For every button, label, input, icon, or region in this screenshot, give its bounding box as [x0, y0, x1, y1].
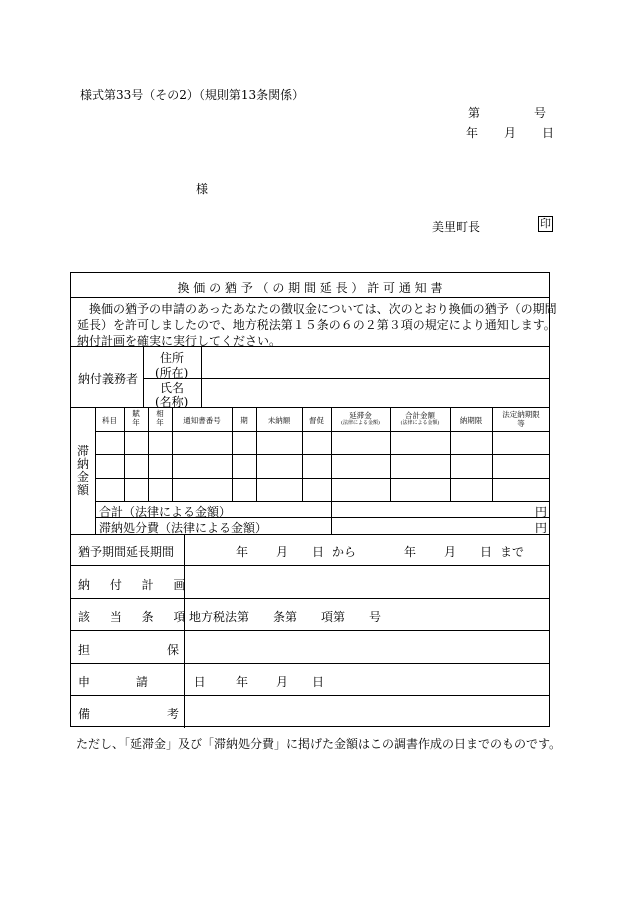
issue-date	[466, 124, 554, 141]
col-legal-deadline: 法定納期限 等	[502, 410, 540, 428]
extension-label: 猶予期間延長期間	[78, 545, 175, 559]
date-month: 月	[504, 126, 517, 140]
clause-text: 地方税法第 条第 項第 号	[189, 610, 382, 624]
address-label: 住所	[160, 351, 185, 365]
col-reminder: 督促	[309, 416, 324, 425]
ext-start-date: 年 月 日 から 年 月 日 まで	[236, 545, 525, 559]
address-label-alt: (所在)	[155, 366, 189, 380]
security-label-end: 保	[167, 643, 180, 657]
notice-form-table	[70, 272, 557, 727]
date-year: 年	[466, 126, 479, 140]
col-item: 科目	[102, 416, 117, 425]
footnote: ただし、「延滞金」及び「滞納処分費」に掲げた金額はこの調書作成の日までのものです。	[76, 737, 562, 751]
document-number	[468, 104, 546, 121]
plan-label: 納 付 計 画	[78, 578, 194, 592]
form-number: 様式第33号（その2）（規則第13条関係）	[80, 88, 305, 102]
total-unit: 円	[535, 505, 548, 519]
intro-line-3: 納付計画を確実に実行してください。	[77, 334, 282, 348]
fee-unit: 円	[535, 521, 548, 535]
date-day: 日	[542, 126, 555, 140]
arrears-side-label: 滞 納 金 額	[77, 444, 90, 497]
name-label-alt: (名称)	[155, 395, 189, 409]
intro-line-1: 換価の猶予の申請のあったあなたの徴収金については、次のとおり換価の猶予（の期間	[89, 302, 557, 316]
col-tax-year: 賦 年	[132, 409, 140, 427]
col-related-year: 相 年	[156, 409, 164, 427]
col-period: 期	[240, 416, 248, 425]
fee-label: 滞納処分費（法律による金額）	[99, 521, 268, 535]
clause-label: 該 当 条 項	[78, 610, 194, 624]
form-title: 換 価 の 猶 予 （ の 期 間 延 長 ） 許 可 通 知 書	[177, 281, 443, 295]
security-label: 担	[78, 643, 91, 657]
seal-box: 印	[540, 217, 551, 230]
number-suffix: 号	[534, 106, 547, 120]
col-deadline: 納期限	[459, 416, 483, 425]
col-total: 合計金額 (法律による金額)	[400, 411, 440, 426]
application-date: 年 月 日	[236, 675, 325, 689]
addressee-honorific: 様	[196, 182, 209, 196]
col-unpaid: 未納額	[267, 416, 291, 425]
intro-line-2: 延長）を許可しましたので、地方税法第１５条の６の２第３項の規定により通知します。	[77, 318, 556, 332]
number-prefix: 第	[468, 106, 481, 120]
col-late-fee: 延滞金 (法律による金額)	[341, 411, 380, 426]
total-label: 合計（法律による金額）	[99, 505, 232, 519]
col-notice-no: 通知書番号	[183, 416, 221, 425]
issuer-name: 美里町長	[432, 220, 481, 234]
name-label: 氏名	[160, 381, 185, 395]
remarks-label: 備	[78, 707, 91, 721]
remarks-label-end: 考	[167, 707, 180, 721]
obligor-label: 納付義務者	[78, 372, 139, 386]
application-label: 申 請 日	[78, 675, 227, 689]
